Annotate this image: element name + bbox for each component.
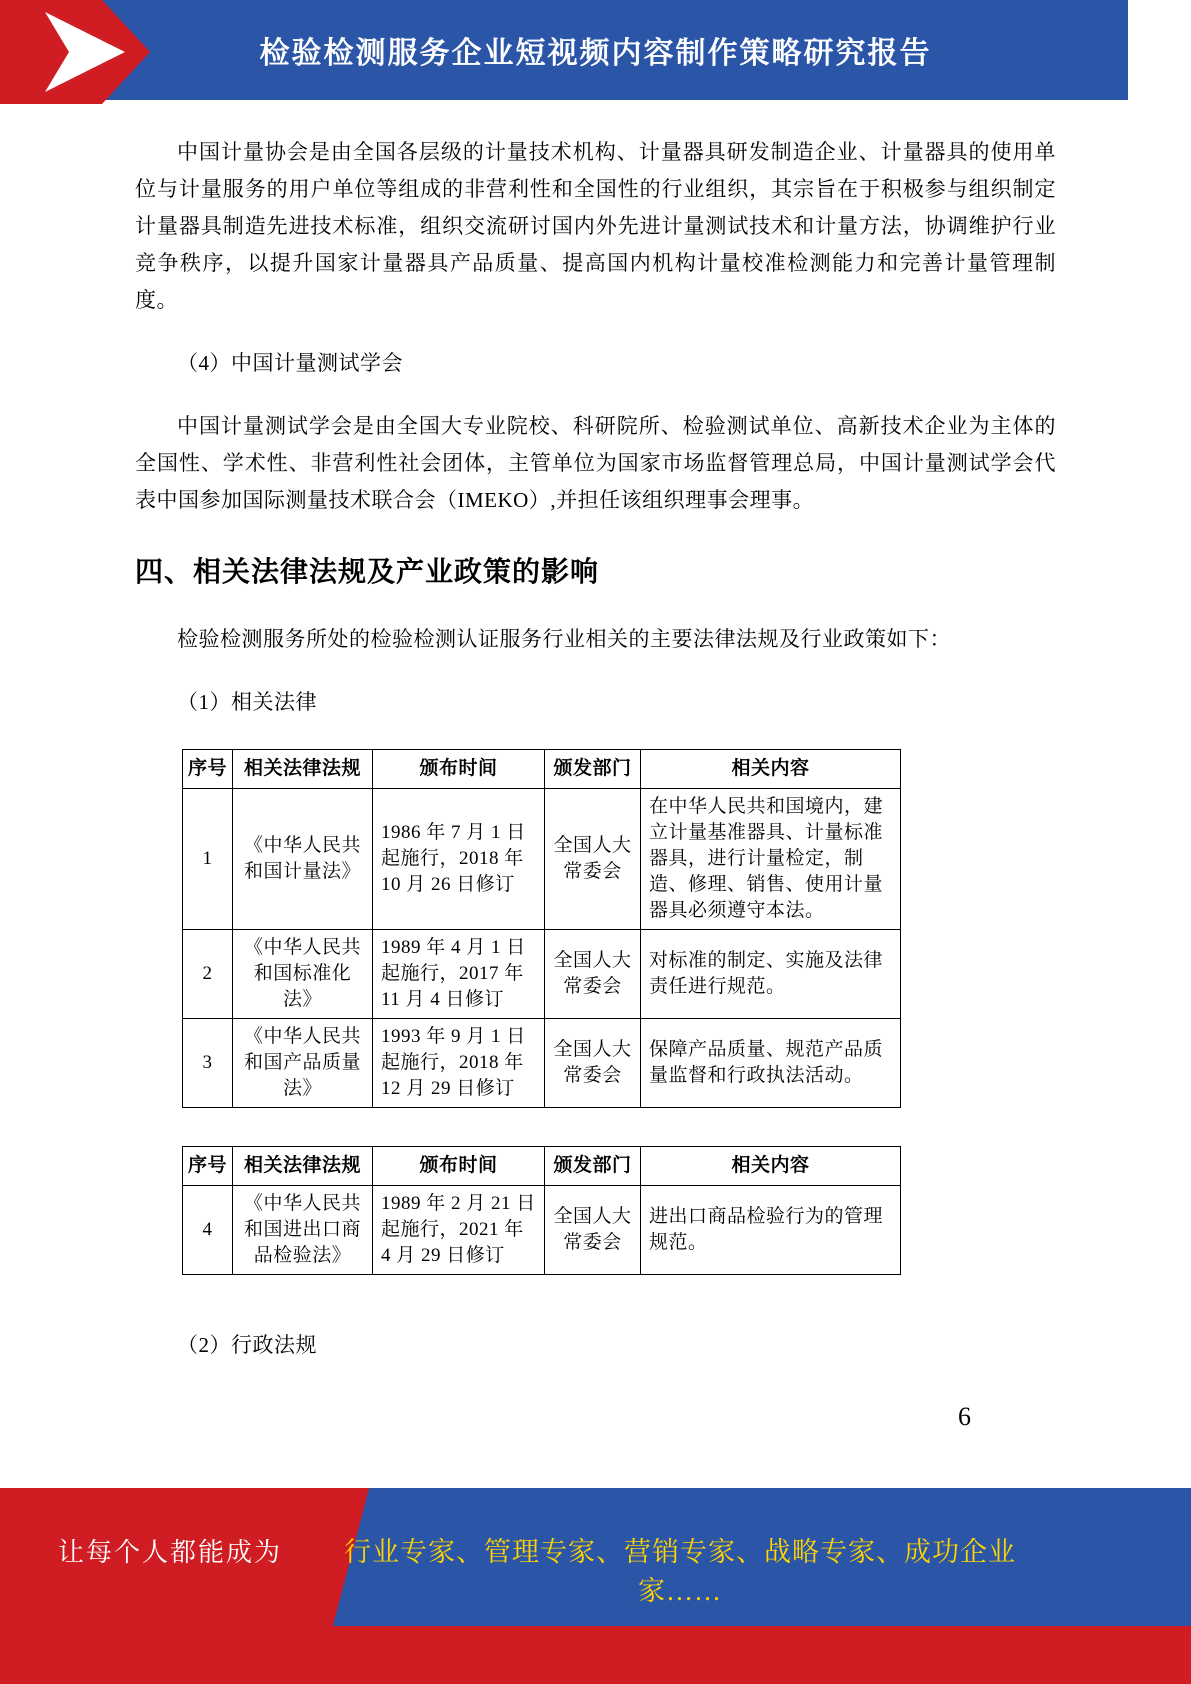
- table-cell: 《中华人民共和国计量法》: [233, 789, 373, 930]
- sub-label-administrative-regulations: （2）行政法规: [177, 1333, 317, 1357]
- table-cell: 4: [183, 1186, 233, 1275]
- column-header: 颁发部门: [545, 1147, 641, 1186]
- table-cell: 1989 年 4 月 1 日起施行，2017 年 11 月 4 日修订: [373, 930, 545, 1019]
- page-number: 6: [958, 1402, 971, 1431]
- column-header: 序号: [183, 750, 233, 789]
- table-row: [183, 1186, 901, 1275]
- table-cell: 保障产品质量、规范产品质量监督和行政执法活动。: [641, 1019, 901, 1108]
- table-cell: 进出口商品检验行为的管理规范。: [641, 1186, 901, 1275]
- table-cell: 1989 年 2 月 21 日起施行，2021 年 4 月 29 日修订: [373, 1186, 545, 1275]
- table-row: [183, 930, 901, 1019]
- paragraph-metrology-association: 中国计量协会是由全国各层级的计量技术机构、计量器具研发制造企业、计量器具的使用单位与计量服务的用户单位等组成的非营利性和全国性的行业组织，其宗旨在于积极参与组织制定计量器具制造先进技术标准，组织交流研讨国内外先进计量测试技术和计量方法，协调维护行业竞争秩序，以提升国家计量器具产品质量、提高国内机构计量校准检测能力和完善计量管理制度。: [135, 140, 1056, 312]
- footer-slogan-left: 让每个人都能成为: [57, 1538, 282, 1567]
- table-row: [183, 789, 901, 930]
- column-header: 相关法律法规: [233, 1147, 373, 1186]
- table-cell: 1986 年 7 月 1 日起施行，2018 年 10 月 26 日修订: [373, 789, 545, 930]
- list-item-4-label: （4）中国计量测试学会: [177, 351, 403, 375]
- section-heading: 四、相关法律法规及产业政策的影响: [135, 556, 600, 587]
- table-cell: 全国人大常委会: [545, 1186, 641, 1275]
- table-cell: 《中华人民共和国产品质量法》: [233, 1019, 373, 1108]
- laws-table-1: [182, 749, 901, 1108]
- table-cell: 1993 年 9 月 1 日起施行，2018 年 12 月 29 日修订: [373, 1019, 545, 1108]
- column-header: 相关内容: [641, 750, 901, 789]
- table-cell: 3: [183, 1019, 233, 1108]
- table-cell: 全国人大常委会: [545, 1019, 641, 1108]
- footer-slogan-right: 行业专家、管理专家、营销专家、战略专家、成功企业家……: [344, 1537, 1016, 1606]
- footer-red-trapezoid: [0, 1488, 369, 1684]
- column-header: 颁发部门: [545, 750, 641, 789]
- column-header: 颁布时间: [373, 750, 545, 789]
- table-row: [183, 1019, 901, 1108]
- table-header-row: [183, 750, 901, 789]
- column-header: 相关内容: [641, 1147, 901, 1186]
- paragraph-metrology-society: 中国计量测试学会是由全国大专业院校、科研院所、检验测试单位、高新技术企业为主体的全国性、学术性、非营利性社会团体，主管单位为国家市场监督管理总局，中国计量测试学会代表中国参加国际测量技术联合会（IMEKO）,并担任该组织理事会理事。: [135, 414, 1056, 512]
- table-cell: 《中华人民共和国进出口商品检验法》: [233, 1186, 373, 1275]
- table-cell: 《中华人民共和国标准化法》: [233, 930, 373, 1019]
- column-header: 相关法律法规: [233, 750, 373, 789]
- table-cell: 全国人大常委会: [545, 930, 641, 1019]
- paragraph-intro-laws: 检验检测服务所处的检验检测认证服务行业相关的主要法律法规及行业政策如下：: [177, 627, 951, 651]
- column-header: 序号: [183, 1147, 233, 1186]
- laws-table-2: [182, 1146, 901, 1275]
- column-header: 颁布时间: [373, 1147, 545, 1186]
- sub-label-related-laws: （1）相关法律: [177, 690, 317, 714]
- table-cell: 2: [183, 930, 233, 1019]
- footer-banner: [0, 1488, 1191, 1684]
- report-title: 检验检测服务企业短视频内容制作策略研究报告: [259, 37, 932, 70]
- footer-red-strip: [317, 1626, 1191, 1684]
- table-cell: 在中华人民共和国境内，建立计量基准器具、计量标准器具，进行计量检定，制造、修理、销售、使用计量器具必须遵守本法。: [641, 789, 901, 930]
- table-cell: 1: [183, 789, 233, 930]
- table-cell: 对标准的制定、实施及法律责任进行规范。: [641, 930, 901, 1019]
- table-cell: 全国人大常委会: [545, 789, 641, 930]
- table-header-row: [183, 1147, 901, 1186]
